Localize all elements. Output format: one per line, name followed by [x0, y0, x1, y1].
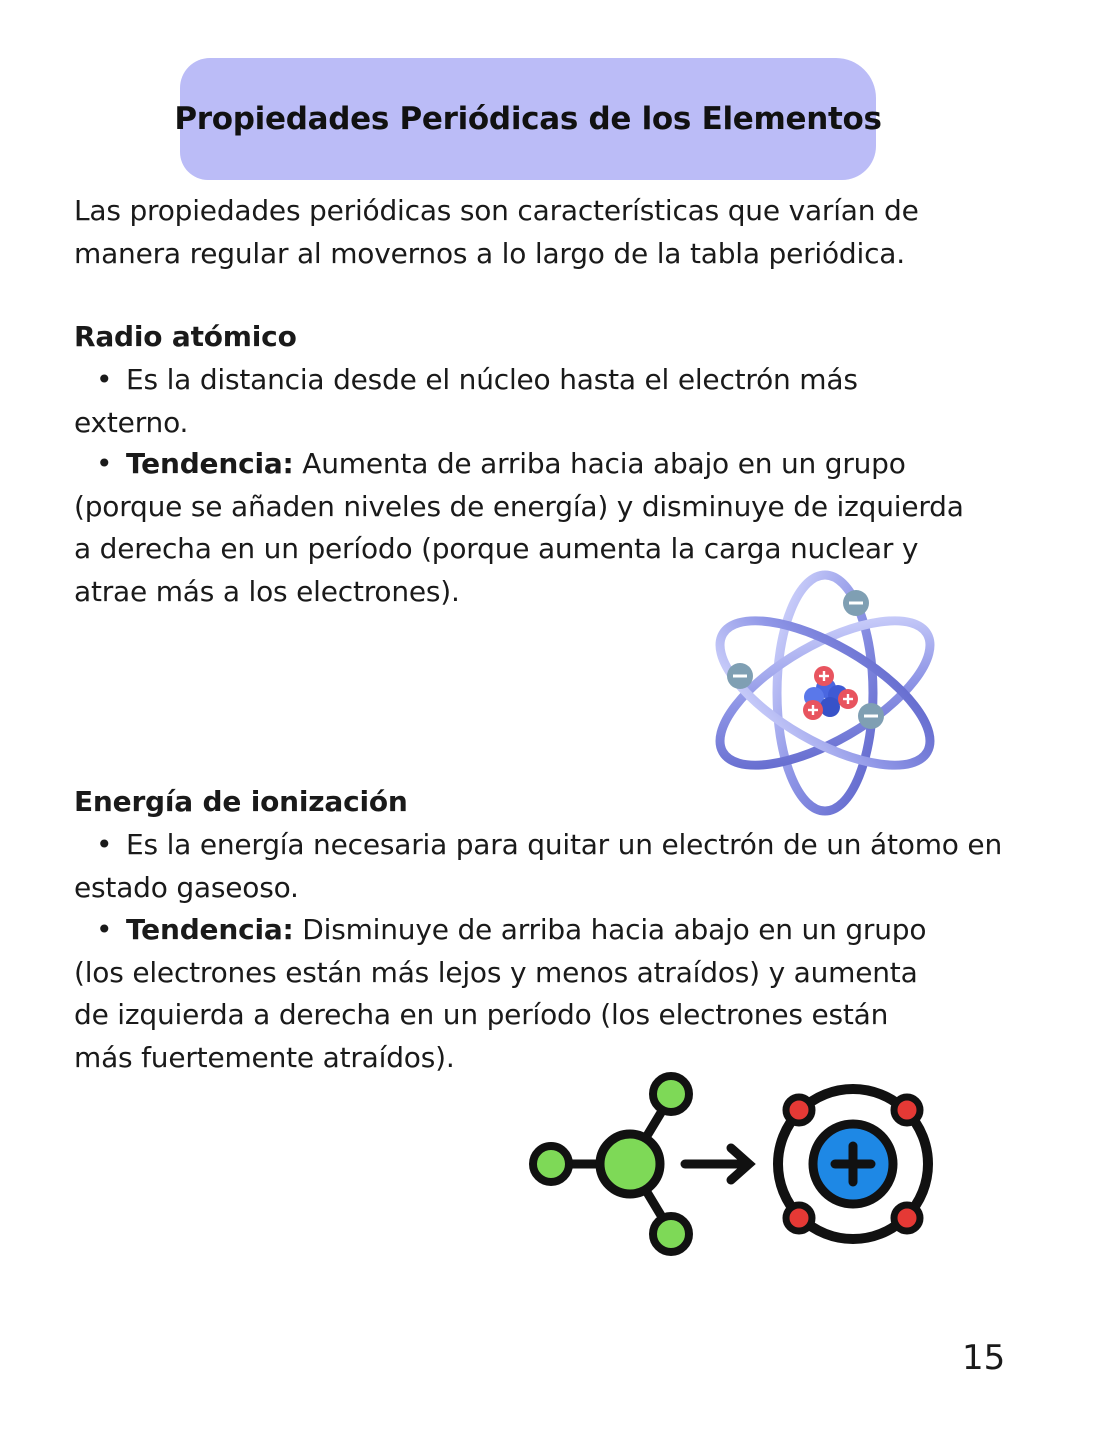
section-ionizacion-bullet-2: • Tendencia: Disminuye de arriba hacia abajo en un grupo (los electrones están más lejos y menos atraídos) y aumenta de izquierda a derecha en un período (los electrones están más fuertemente atraídos). — [74, 913, 927, 1074]
section-ionizacion-bullet-1: • Es la energía necesaria para quitar un electrón de un átomo en estado gaseoso. — [74, 828, 1002, 904]
section-heading-ionizacion: Energía de ionización — [74, 785, 408, 818]
page-number: 15 — [962, 1338, 1006, 1378]
title-banner — [174, 58, 882, 180]
atom-icon — [700, 565, 950, 820]
section-heading-radio: Radio atómico — [74, 320, 297, 353]
intro-paragraph: Las propiedades periódicas son características que varían de manera regular al movernos a lo largo de la tabla periódica. — [74, 194, 919, 270]
section-radio-bullet-2: • Tendencia: Aumenta de arriba hacia abajo en un grupo (porque se añaden niveles de energía) y disminuye de izquierda a derecha en un período (porque aumenta la carga nuclear y atrae más a los electrones). — [74, 447, 964, 608]
page-title: Propiedades Periódicas de los Elementos — [174, 101, 882, 137]
section-radio-bullet-1: • Es la distancia desde el núcleo hasta el electrón más externo. — [74, 363, 858, 439]
ionization-icon — [525, 1070, 945, 1260]
